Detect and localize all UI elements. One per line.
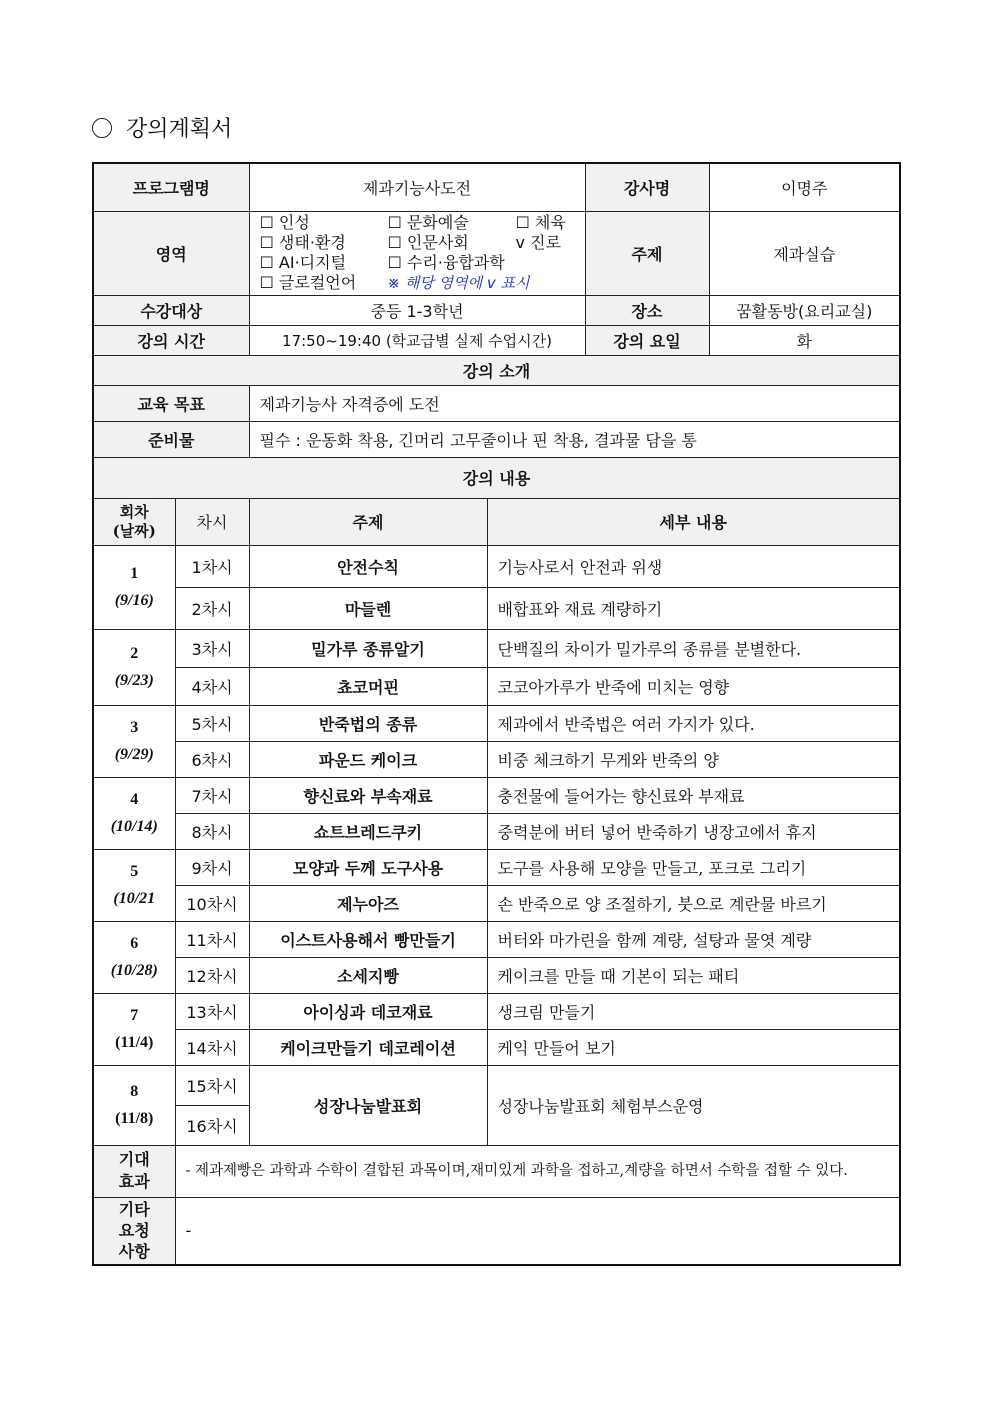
session-cell (93, 1065, 175, 1145)
program-label: 프로그램명 (93, 163, 249, 211)
session-cell (93, 629, 175, 705)
program-value: 제과기능사도전 (249, 163, 585, 211)
table-row (93, 885, 900, 921)
detail-cell: 케익 만들어 보기 (487, 1029, 900, 1065)
table-row (93, 545, 900, 587)
area-option: ☐ 체육 (515, 213, 566, 232)
period-cell: 16차시 (175, 1105, 249, 1145)
table-row (93, 993, 900, 1029)
circle-bullet-icon (92, 118, 112, 138)
detail-cell: 기능사로서 안전과 위생 (487, 545, 900, 587)
detail-cell: 코코아가루가 반죽에 미치는 영향 (487, 667, 900, 705)
target-value: 중등 1-3학년 (249, 295, 585, 325)
effect-label: 기대 효과 (93, 1145, 175, 1197)
detail-cell: 생크림 만들기 (487, 993, 900, 1029)
instructor-value: 이명주 (709, 163, 900, 211)
col-topic-header: 주제 (249, 498, 487, 545)
period-cell: 14차시 (175, 1029, 249, 1065)
session-cell (93, 705, 175, 777)
goal-value: 제과기능사 자격증에 도전 (249, 385, 900, 421)
topic-cell: 제누아즈 (249, 885, 487, 921)
intro-section-title: 강의 소개 (93, 355, 900, 385)
area-option: ☐ 인성 (259, 213, 310, 232)
session-number: 2 (130, 645, 139, 662)
period-cell: 12차시 (175, 957, 249, 993)
time-value: 17:50~19:40 (학교급별 실제 수업시간) (249, 325, 585, 355)
session-number: 6 (130, 935, 139, 952)
prep-value: 필수 : 운동화 착용, 긴머리 고무줄이나 핀 착용, 결과물 담을 통 (249, 421, 900, 457)
period-cell: 13차시 (175, 993, 249, 1029)
session-date: (10/14) (110, 818, 158, 835)
session-number: 1 (130, 565, 139, 582)
effect-row (93, 1145, 900, 1197)
table-row (93, 777, 900, 813)
area-option: ☐ AI·디지털 (259, 253, 347, 272)
content-section-title: 강의 내용 (93, 457, 900, 498)
table-row (93, 705, 900, 741)
topic-cell: 반죽법의 종류 (249, 705, 487, 741)
instructor-label: 강사명 (585, 163, 709, 211)
session-number: 8 (130, 1083, 139, 1100)
area-option: ※ 해당 영역에 v 표시 (387, 274, 530, 292)
table-row (93, 741, 900, 777)
col-session-header: 회차 (날짜) (93, 498, 175, 545)
place-label: 장소 (585, 295, 709, 325)
topic-cell: 안전수칙 (249, 545, 487, 587)
lecture-plan-table (92, 162, 901, 1266)
period-cell: 6차시 (175, 741, 249, 777)
table-row (93, 587, 900, 629)
area-grid (260, 213, 579, 293)
period-cell: 11차시 (175, 921, 249, 957)
detail-cell: 성장나눔발표회 체험부스운영 (487, 1065, 900, 1145)
detail-cell: 도구를 사용해 모양을 만들고, 포크로 그리기 (487, 849, 900, 885)
detail-cell: 단백질의 차이가 밀가루의 종류를 분별한다. (487, 629, 900, 667)
session-date: (11/8) (115, 1110, 154, 1127)
target-label: 수강대상 (93, 295, 249, 325)
area-option: ☐ 인문사회 (387, 233, 469, 252)
session-cell (93, 993, 175, 1065)
topic-cell: 향신료와 부속재료 (249, 777, 487, 813)
table-row (93, 921, 900, 957)
topic-cell: 아이싱과 데코재료 (249, 993, 487, 1029)
session-date: (9/23) (114, 672, 154, 689)
session-date: (9/16) (114, 592, 154, 609)
topic-cell: 쇼트브레드쿠키 (249, 813, 487, 849)
detail-cell: 케이크를 만들 때 기본이 되는 패티 (487, 957, 900, 993)
theme-label: 주제 (585, 211, 709, 295)
period-cell: 4차시 (175, 667, 249, 705)
area-option: ☐ 생태·환경 (259, 233, 346, 252)
table-row (93, 849, 900, 885)
session-cell (93, 849, 175, 921)
session-number: 3 (130, 719, 139, 736)
detail-cell: 배합표와 재료 계량하기 (487, 587, 900, 629)
topic-cell: 성장나눔발표회 (249, 1065, 487, 1145)
session-date: (10/21 (113, 890, 156, 907)
topic-cell: 쵸코머핀 (249, 667, 487, 705)
period-cell: 7차시 (175, 777, 249, 813)
period-cell: 5차시 (175, 705, 249, 741)
detail-cell: 버터와 마가린을 함께 계량, 설탕과 물엿 계량 (487, 921, 900, 957)
session-date: (9/29) (114, 746, 154, 763)
place-value: 꿈활동방(요리교실) (709, 295, 900, 325)
table-row (93, 667, 900, 705)
document-title (92, 112, 232, 143)
col-period-header: 차시 (175, 498, 249, 545)
period-cell: 8차시 (175, 813, 249, 849)
table-row (93, 1065, 900, 1105)
topic-cell: 모양과 두께 도구사용 (249, 849, 487, 885)
session-number: 7 (130, 1007, 139, 1024)
detail-cell: 충전물에 들어가는 향신료와 부재료 (487, 777, 900, 813)
detail-cell: 비중 체크하기 무게와 반죽의 양 (487, 741, 900, 777)
day-value: 화 (709, 325, 900, 355)
topic-cell: 파운드 케이크 (249, 741, 487, 777)
area-option: v 진로 (515, 233, 561, 252)
detail-cell: 제과에서 반죽법은 여러 가지가 있다. (487, 705, 900, 741)
session-number: 4 (130, 791, 139, 808)
period-cell: 10차시 (175, 885, 249, 921)
session-number: 5 (130, 863, 139, 880)
title-text: 강의계획서 (126, 117, 233, 142)
theme-value: 제과실습 (709, 211, 900, 295)
topic-cell: 밀가루 종류알기 (249, 629, 487, 667)
prep-label: 준비물 (93, 421, 249, 457)
area-label: 영역 (93, 211, 249, 295)
session-cell (93, 777, 175, 849)
area-options (249, 211, 585, 295)
session-date: (11/4) (115, 1034, 154, 1051)
table-row (93, 813, 900, 849)
topic-cell: 이스트사용해서 빵만들기 (249, 921, 487, 957)
time-label: 강의 시간 (93, 325, 249, 355)
session-cell (93, 921, 175, 993)
other-row (93, 1197, 900, 1265)
table-row (93, 957, 900, 993)
detail-cell: 손 반죽으로 양 조절하기, 붓으로 계란물 바르기 (487, 885, 900, 921)
area-option: ☐ 문화예술 (387, 213, 469, 232)
session-cell (93, 545, 175, 629)
area-option: ☐ 수리·융합과학 (387, 253, 505, 272)
topic-cell: 케이크만들기 데코레이션 (249, 1029, 487, 1065)
col-detail-header: 세부 내용 (487, 498, 900, 545)
area-option: ☐ 글로컬언어 (259, 273, 357, 292)
period-cell: 1차시 (175, 545, 249, 587)
goal-label: 교육 목표 (93, 385, 249, 421)
period-cell: 9차시 (175, 849, 249, 885)
table-row (93, 1029, 900, 1065)
topic-cell: 소세지빵 (249, 957, 487, 993)
period-cell: 3차시 (175, 629, 249, 667)
effect-value: - 제과제빵은 과학과 수학이 결합된 과목이며,재미있게 과학을 접하고,계량을 하면서 수학을 접할 수 있다. (175, 1145, 900, 1197)
period-cell: 2차시 (175, 587, 249, 629)
area-option (516, 253, 586, 273)
other-label: 기타 요청 사항 (93, 1197, 175, 1265)
table-row (93, 629, 900, 667)
detail-cell: 중력분에 버터 넣어 반죽하기 냉장고에서 휴지 (487, 813, 900, 849)
day-label: 강의 요일 (585, 325, 709, 355)
period-cell: 15차시 (175, 1065, 249, 1105)
session-date: (10/28) (110, 962, 158, 979)
other-value: - (175, 1197, 900, 1265)
topic-cell: 마들렌 (249, 587, 487, 629)
